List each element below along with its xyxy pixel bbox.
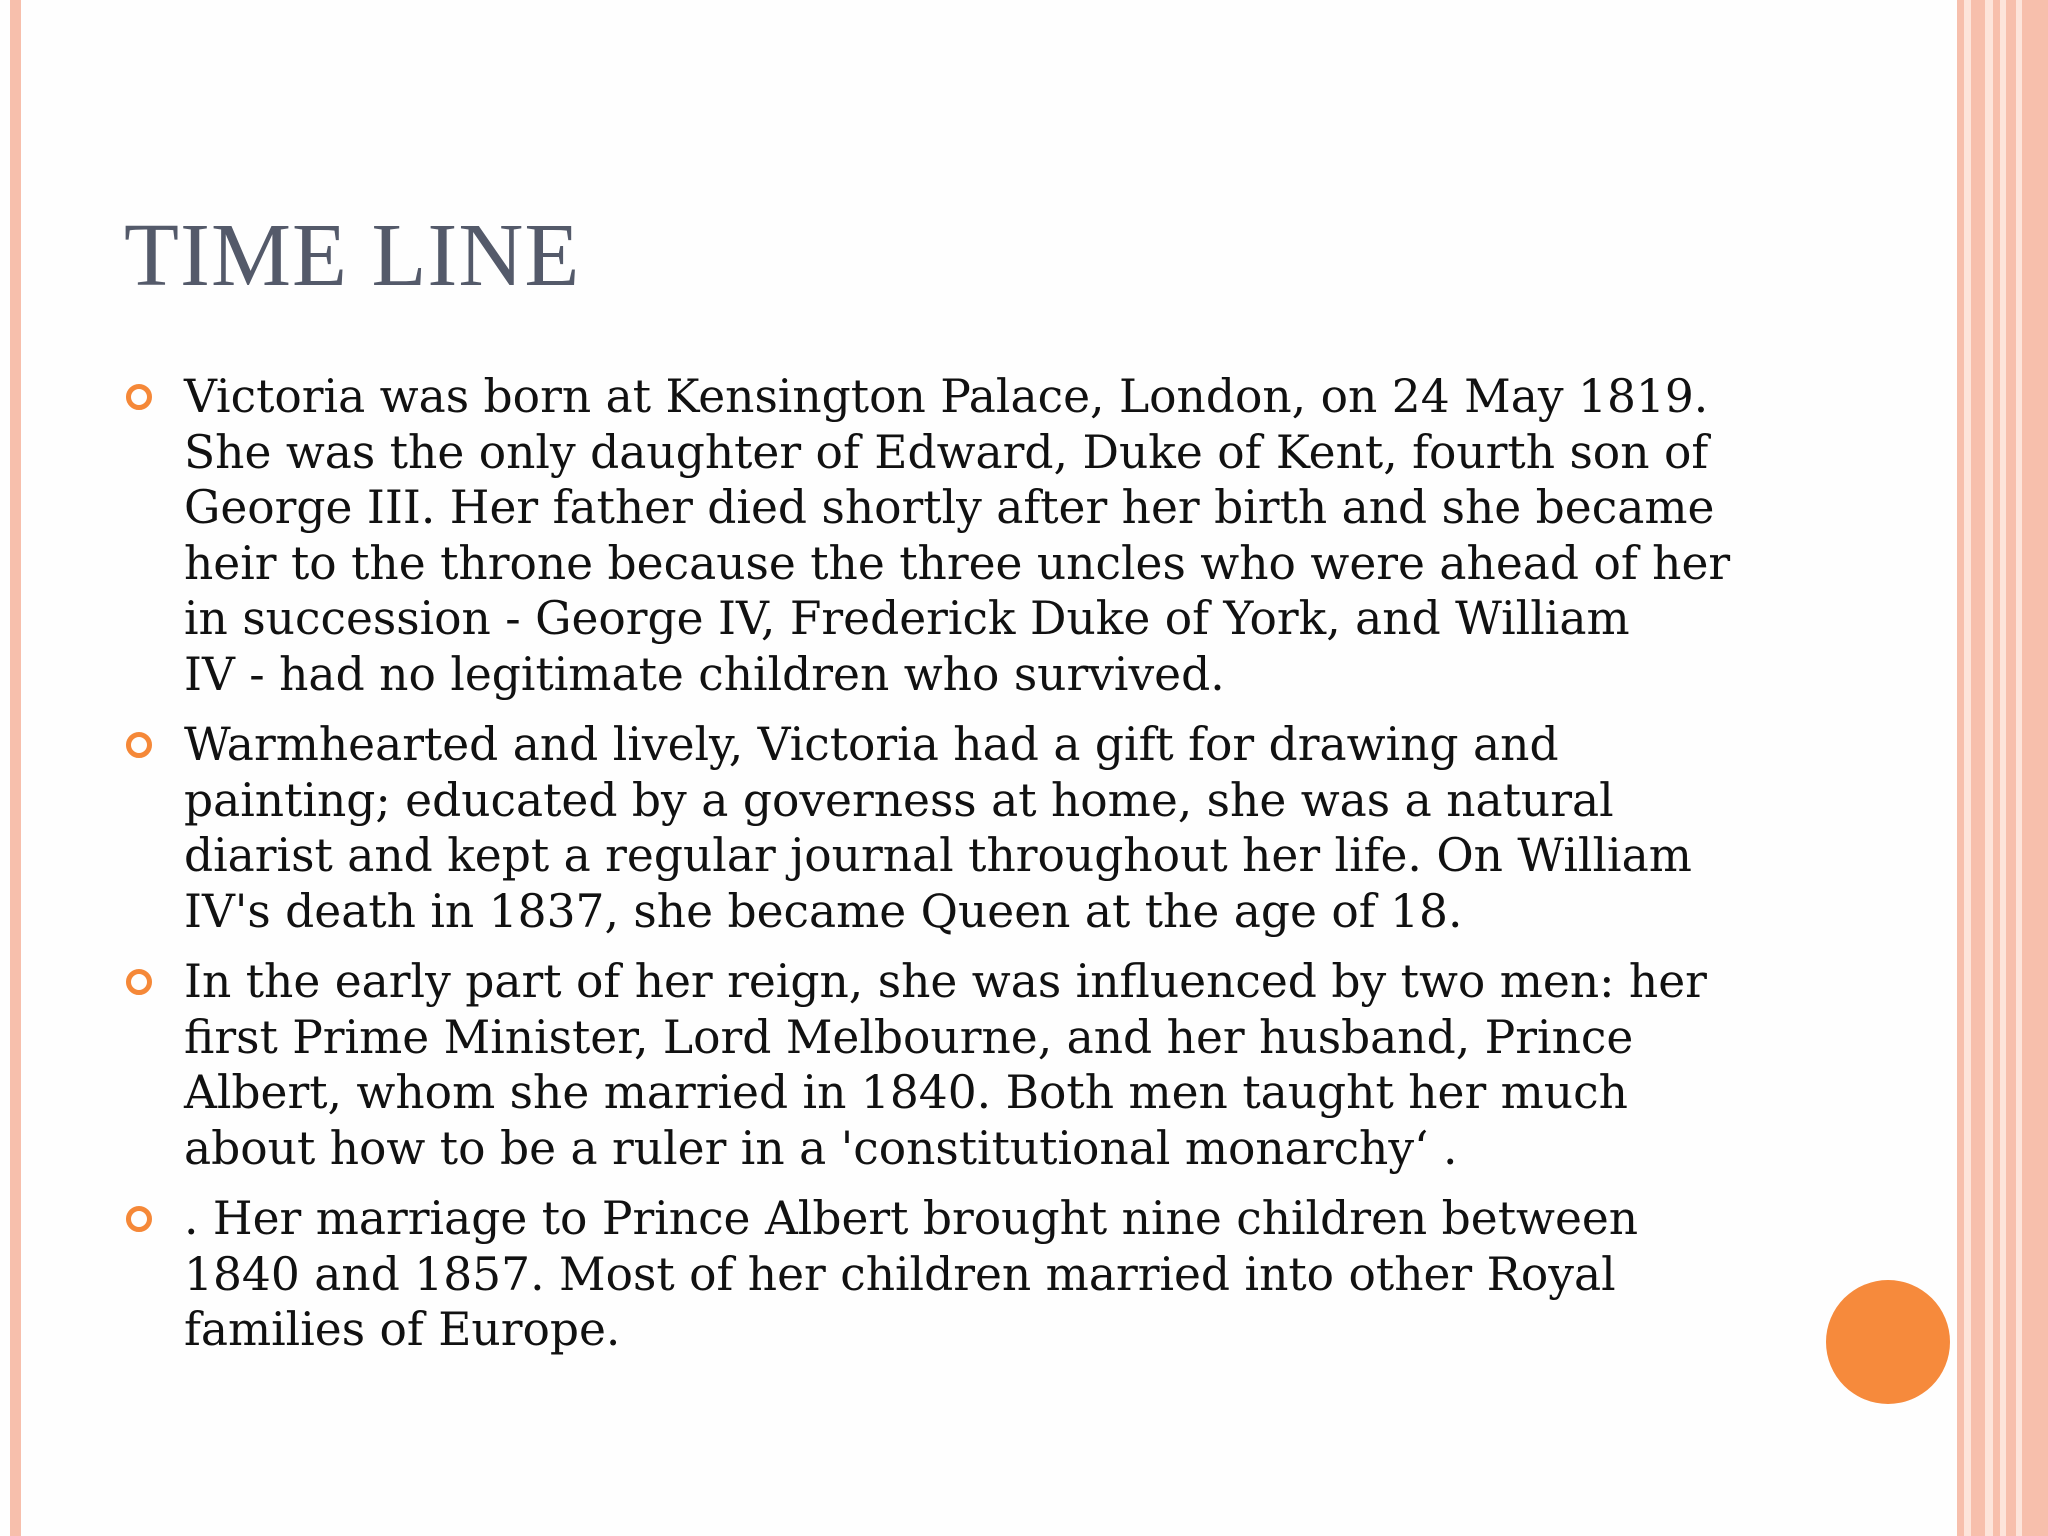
right-stripe	[2006, 0, 2016, 1536]
right-stripe	[2022, 0, 2048, 1536]
bullet-text: In the early part of her reign, she was influenced by two men: her first Prime Minister, Lord Melbourne, and her husband, Prince Albert, whom she married in 1840. Both men taught her much about how to be a ruler in a 'constitutional monarchy‘ .	[184, 955, 1707, 1175]
slide-title: TIME LINE	[124, 206, 581, 305]
bullet-item	[184, 954, 1764, 1176]
orange-circle-decoration	[1826, 1280, 1950, 1404]
bullet-item	[184, 1191, 1764, 1358]
left-decorative-stripe	[10, 0, 21, 1536]
bullet-text: Victoria was born at Kensington Palace, London, on 24 May 1819. She was the only daughter of Edward, Duke of Kent, fourth son of George III. Her father died shortly after her birth and she became heir to the throne because the three uncles who were ahead of her in succession - George IV, Frederick Duke of York, and William IV - had no legitimate children who survived.	[184, 370, 1731, 701]
right-stripe	[1993, 0, 2000, 1536]
bullet-list	[184, 369, 1764, 1373]
bullet-item	[184, 369, 1764, 702]
right-stripe	[1971, 0, 1985, 1536]
hollow-circle-bullet-icon	[126, 384, 152, 410]
right-stripe	[1957, 0, 1964, 1536]
bullet-item	[184, 717, 1764, 939]
hollow-circle-bullet-icon	[126, 1206, 152, 1232]
hollow-circle-bullet-icon	[126, 969, 152, 995]
hollow-circle-bullet-icon	[126, 732, 152, 758]
bullet-text: . Her marriage to Prince Albert brought nine children between 1840 and 1857. Most of her children married into other Royal families of Europe.	[184, 1192, 1639, 1356]
bullet-text: Warmhearted and lively, Victoria had a gift for drawing and painting; educated by a governess at home, she was a natural diarist and kept a regular journal throughout her life. On William IV's death in 1837, she became Queen at the age of 18.	[184, 718, 1692, 938]
